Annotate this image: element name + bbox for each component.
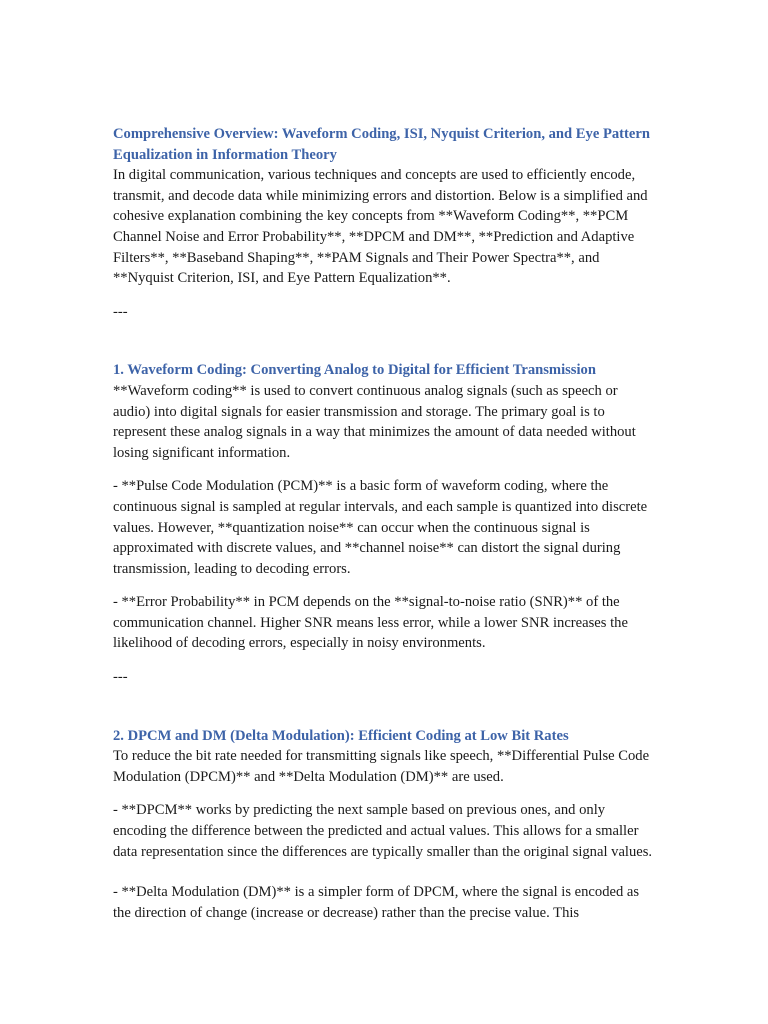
section-1-paragraph-1: **Waveform coding** is used to convert continuous analog signals (such as speech or audio) into digital signals for easier transmission and storage. The primary goal is to represent these analog signals in a way that minimizes the amount of data needed without losing significant information. (113, 382, 636, 461)
document-title: Comprehensive Overview: Waveform Coding, ISI, Nyquist Criterion, and Eye Pattern Equalization in Information Theory (113, 126, 650, 163)
section-1-paragraph-2: - **Pulse Code Modulation (PCM)** is a basic form of waveform coding, where the continuous signal is sampled at regular intervals, and each sample is quantized into discrete values. However, **quantization noise** can occur when the continuous signal is approximated with discrete values, and **channel noise** can distort the signal during transmission, leading to decoding errors. (113, 478, 648, 577)
separator-1: --- (113, 303, 128, 320)
document-page (113, 124, 658, 923)
section-1-paragraph-3: - **Error Probability** in PCM depends on the **signal-to-noise ratio (SNR)** of the communication channel. Higher SNR means less error, while a lower SNR increases the likelihood of decoding errors, especially in noisy environments. (113, 594, 628, 652)
section-2-paragraph-2: - **DPCM** works by predicting the next sample based on previous ones, and only encoding the difference between the predicted and actual values. This allows for a smaller data representation since the differences are typically smaller than the original signal values. (113, 802, 653, 860)
intro-paragraph: In digital communication, various techniques and concepts are used to efficiently encode, transmit, and decode data while minimizing errors and distortion. Below is a simplified and cohesive explanation combining the key concepts from **Waveform Coding**, **PCM Channel Noise and Error Probability**, **DPCM and DM**, **Prediction and Adaptive Filters**, **Baseband Shaping**, **PAM Signals and Their Power Spectra**, and **Nyquist Criterion, ISI, and Eye Pattern Equalization**. (113, 167, 648, 287)
section-2-paragraph-1: To reduce the bit rate needed for transmitting signals like speech, **Differential Pulse Code Modulation (DPCM)** and **Delta Modulation (DM)** are used. (113, 748, 650, 785)
separator-2: --- (113, 669, 128, 686)
section-1-heading: 1. Waveform Coding: Converting Analog to Digital for Efficient Transmission (113, 362, 596, 379)
section-2-heading: 2. DPCM and DM (Delta Modulation): Efficient Coding at Low Bit Rates (113, 727, 569, 744)
section-2-paragraph-3: - **Delta Modulation (DM)** is a simpler form of DPCM, where the signal is encoded as the direction of change (increase or decrease) rather than the precise value. This (113, 884, 640, 921)
